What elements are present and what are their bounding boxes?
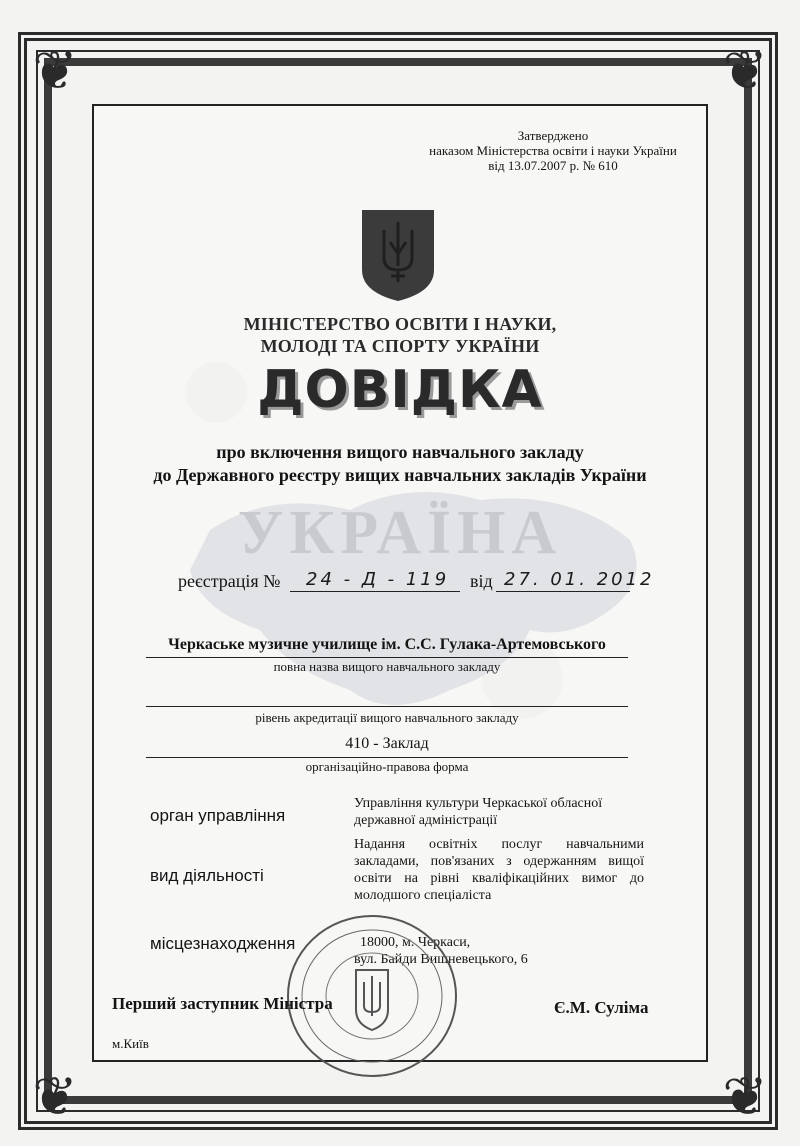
coat-of-arms-icon — [360, 208, 436, 303]
authority-value: Управління культури Черкаської обласної державної адміністрації — [354, 796, 603, 828]
document-title: ДОВІДКА — [257, 360, 543, 420]
activity-label: вид діяльності — [150, 866, 264, 885]
signatory-name: Є.М. Суліма — [554, 998, 649, 1017]
accreditation-caption: рівень акредитації вищого навчального закладу — [255, 710, 519, 725]
corner-ornament-icon: ❦ — [32, 41, 78, 101]
corner-ornament-icon: ❦ — [722, 41, 768, 101]
legal-form: 410 - Заклад — [345, 735, 429, 752]
subtitle-line-2: до Державного реєстру вищих навчальних закладів України — [153, 465, 647, 485]
approval-note — [422, 128, 684, 173]
approval-line-3: від 13.07.2007 р. № 610 — [488, 158, 618, 173]
accreditation-line — [146, 706, 628, 707]
subtitle-line-1: про включення вищого навчального закладу — [216, 442, 584, 462]
registration-label: реєстрація № — [178, 571, 281, 591]
approval-line-2: наказом Міністерства освіти і науки України — [429, 143, 677, 158]
signatory-position: Перший заступник Міністра — [112, 994, 333, 1013]
registration-date-line — [496, 591, 630, 592]
issue-city: м.Київ — [112, 1036, 149, 1051]
ministry-name — [150, 313, 650, 357]
institution-name: Черкаське музичне училище ім. С.С. Гулака-Артемовського — [168, 636, 606, 653]
institution-name-line — [146, 657, 628, 658]
location-line-2: вул. Байди Вишневецького, 6 — [354, 952, 528, 967]
location-label: місцезнаходження — [150, 934, 296, 953]
legal-form-caption: організаційно-правова форма — [305, 759, 469, 774]
registration-row — [178, 567, 655, 597]
approval-line-1: Затверджено — [517, 128, 589, 143]
watermark-country-name: УКРАЇНА — [237, 499, 563, 567]
activity-value: Надання освітніх послуг навчальними закладами, пов'язаних з одержанням вищої освіти на рівні кваліфікаційних вимог до молодшого спеціаліста — [354, 837, 644, 903]
registration-date-label: від — [470, 571, 493, 591]
ministry-line-1: МІНІСТЕРСТВО ОСВІТИ І НАУКИ, — [243, 314, 557, 334]
institution-name-caption: повна назва вищого навчального закладу — [273, 659, 501, 674]
ministry-line-2: МОЛОДІ ТА СПОРТУ УКРАЇНИ — [260, 336, 540, 356]
corner-ornament-icon: ❦ — [32, 1067, 78, 1127]
authority-label: орган управління — [150, 806, 286, 825]
registration-number-line — [290, 591, 460, 592]
registration-number: 24 - Д - 119 — [306, 569, 450, 590]
corner-ornament-icon: ❦ — [722, 1067, 768, 1127]
location-line-1: 18000, м. Черкаси, — [360, 935, 471, 950]
legal-form-line — [146, 757, 628, 758]
registration-date: 27. 01. 2012 — [504, 569, 655, 590]
